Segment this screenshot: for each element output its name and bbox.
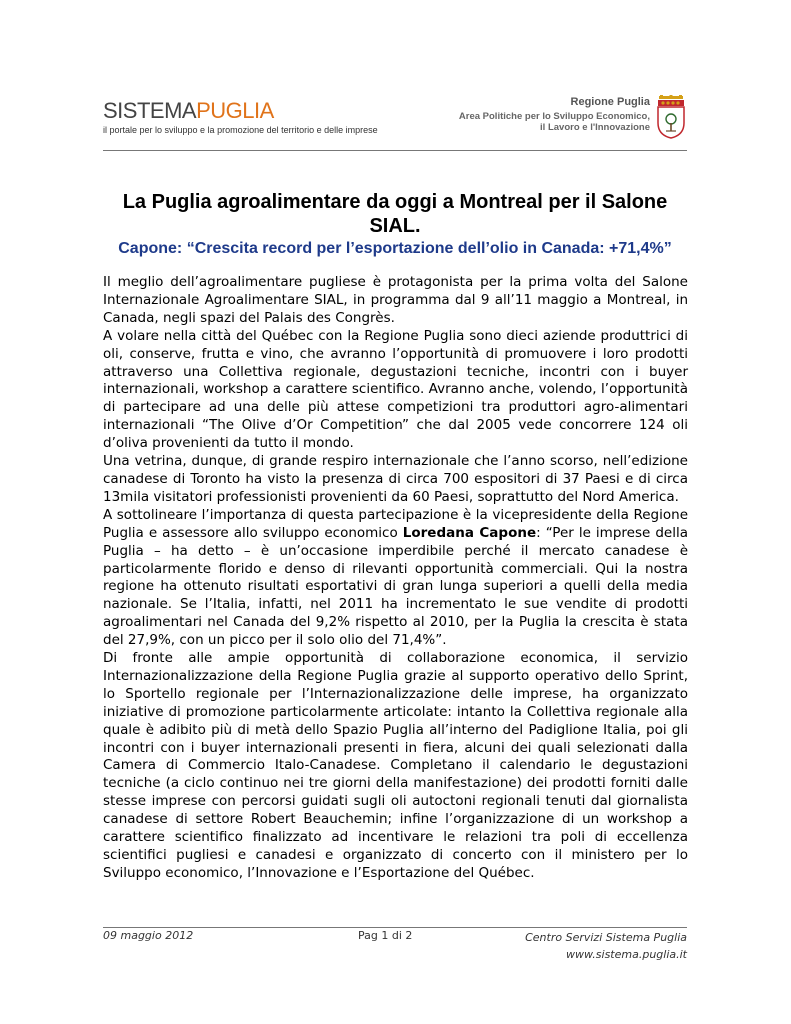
footer-url: www.sistema.puglia.it bbox=[566, 948, 687, 961]
article-title: La Puglia agroalimentare da oggi a Montreal per il Salone SIAL. bbox=[122, 191, 668, 237]
brand-part1: SISTEMA bbox=[103, 98, 197, 123]
brand-part2: PUGLIA bbox=[196, 98, 274, 123]
sistema-puglia-logo bbox=[103, 99, 378, 135]
paragraph-4-part-b: : “Per le imprese della Puglia – ha detto – è un’occasione imperdibile perché il mercato canadese è particolarmente florido e denso di rilevanti opportunità commerciali. Qui la nostra regione ha ottenuto risultati esportativi di gran lunga superiori a quelli della media nazionale. Se l’Italia, infatti, nel 2011 ha incrementato le sue vendite di prodotti agroalimentari nel Canada del 9,2% rispetto al 2010, per la Puglia la crescita è stata del 27,9%, con un picco per il solo olio del 71,4%”. bbox=[103, 524, 688, 649]
footer-org: Centro Servizi Sistema Puglia bbox=[525, 931, 687, 944]
article-heading bbox=[103, 190, 687, 258]
region-dept-line2: il Lavoro e l'Innovazione bbox=[540, 122, 650, 133]
paragraph-2: A volare nella città del Québec con la Regione Puglia sono dieci aziende produttrici di oli, conserve, frutta e vino, che avranno l’opportunità di promuovere i loro prodotti attraverso una Collettiva regionale, degustazioni tecniche, incontri con i buyer internazionali, workshop a carattere scientifico. Avranno anche, volendo, l’opportunità di partecipare ad una delle più attese competizioni tra produttori agro-alimentari internazionali “The Olive d’Or Competition” che dal 2005 vede concorrere 124 oli d’oliva provenienti da tutto il mondo. bbox=[103, 327, 688, 452]
article-subtitle: Capone: “Crescita record per l’esportazione dell’olio in Canada: +71,4%” bbox=[118, 240, 672, 257]
paragraph-3: Una vetrina, dunque, di grande respiro internazionale che l’anno scorso, nell’edizione canadese di Toronto ha visto la presenza di circa 700 espositori di 37 Paesi e di circa 13mila visitatori professionisti provenienti da 60 Paesi, soprattutto del Nord America. bbox=[103, 453, 688, 505]
footer-page-number: Pag 1 di 2 bbox=[358, 929, 413, 942]
quoted-person-name: Loredana Capone bbox=[402, 524, 537, 541]
footer-org-block bbox=[525, 929, 687, 963]
regione-puglia-logo bbox=[459, 95, 687, 139]
brand-tagline: il portale per lo sviluppo e la promozione del territorio e delle imprese bbox=[103, 125, 378, 135]
region-name: Regione Puglia bbox=[570, 96, 650, 108]
paragraph-4 bbox=[103, 507, 688, 650]
header-divider bbox=[103, 150, 687, 151]
region-dept-line1: Area Politiche per lo Sviluppo Economico, bbox=[458, 111, 650, 122]
footer-date: 09 maggio 2012 bbox=[103, 929, 194, 942]
paragraph-1: Il meglio dell’agroalimentare pugliese è protagonista per la prima volta del Salone Internazionale Agroalimentare SIAL, in programma dal 9 all’11 maggio a Montreal, in Canada, negli spazi del Palais des Congrès. bbox=[103, 274, 688, 326]
paragraph-4-part-a: A sottolineare l’importanza di questa partecipazione è la vicepresidente della Regione Puglia e assessore allo sviluppo economico bbox=[103, 506, 688, 541]
paragraph-5: Di fronte alle ampie opportunità di collaborazione economica, il servizio Internazionalizzazione della Regione Puglia grazie al supporto operativo dello Sprint, lo Sportello regionale per l’Internazionalizzazione delle imprese, ha organizzato iniziative di promozione particolarmente articolate: intanto la Collettiva regionale alla quale è adibito più di metà dello Spazio Puglia all’interno del Padiglione Italia, poi gli incontri con i buyer internazionali presenti in fiera, alcuni dei quali selezionati dalla Camera di Commercio Italo-Canadese. Completano il calendario le degustazioni tecniche (a ciclo continuo nei tre giorni della manifestazione) dei prodotti forniti dalle stesse imprese con percorsi guidati sugli oli autoctoni regionali tenuti dal giornalista canadese di settore Robert Beauchemin; infine l’organizzazione di un workshop a carattere scientifico finalizzato ad incentivare le relazioni tra poli di eccellenza scientifici pugliesi e canadesi e organizzato di concerto con il ministero per lo Sviluppo economico, l’Innovazione e l’Esportazione del Québec. bbox=[103, 650, 688, 881]
document-header bbox=[103, 95, 687, 149]
regione-puglia-crest-icon bbox=[655, 95, 687, 139]
region-text bbox=[459, 97, 650, 133]
footer-divider bbox=[103, 927, 687, 928]
brand-wordmark bbox=[103, 99, 378, 123]
article-body bbox=[103, 274, 688, 883]
